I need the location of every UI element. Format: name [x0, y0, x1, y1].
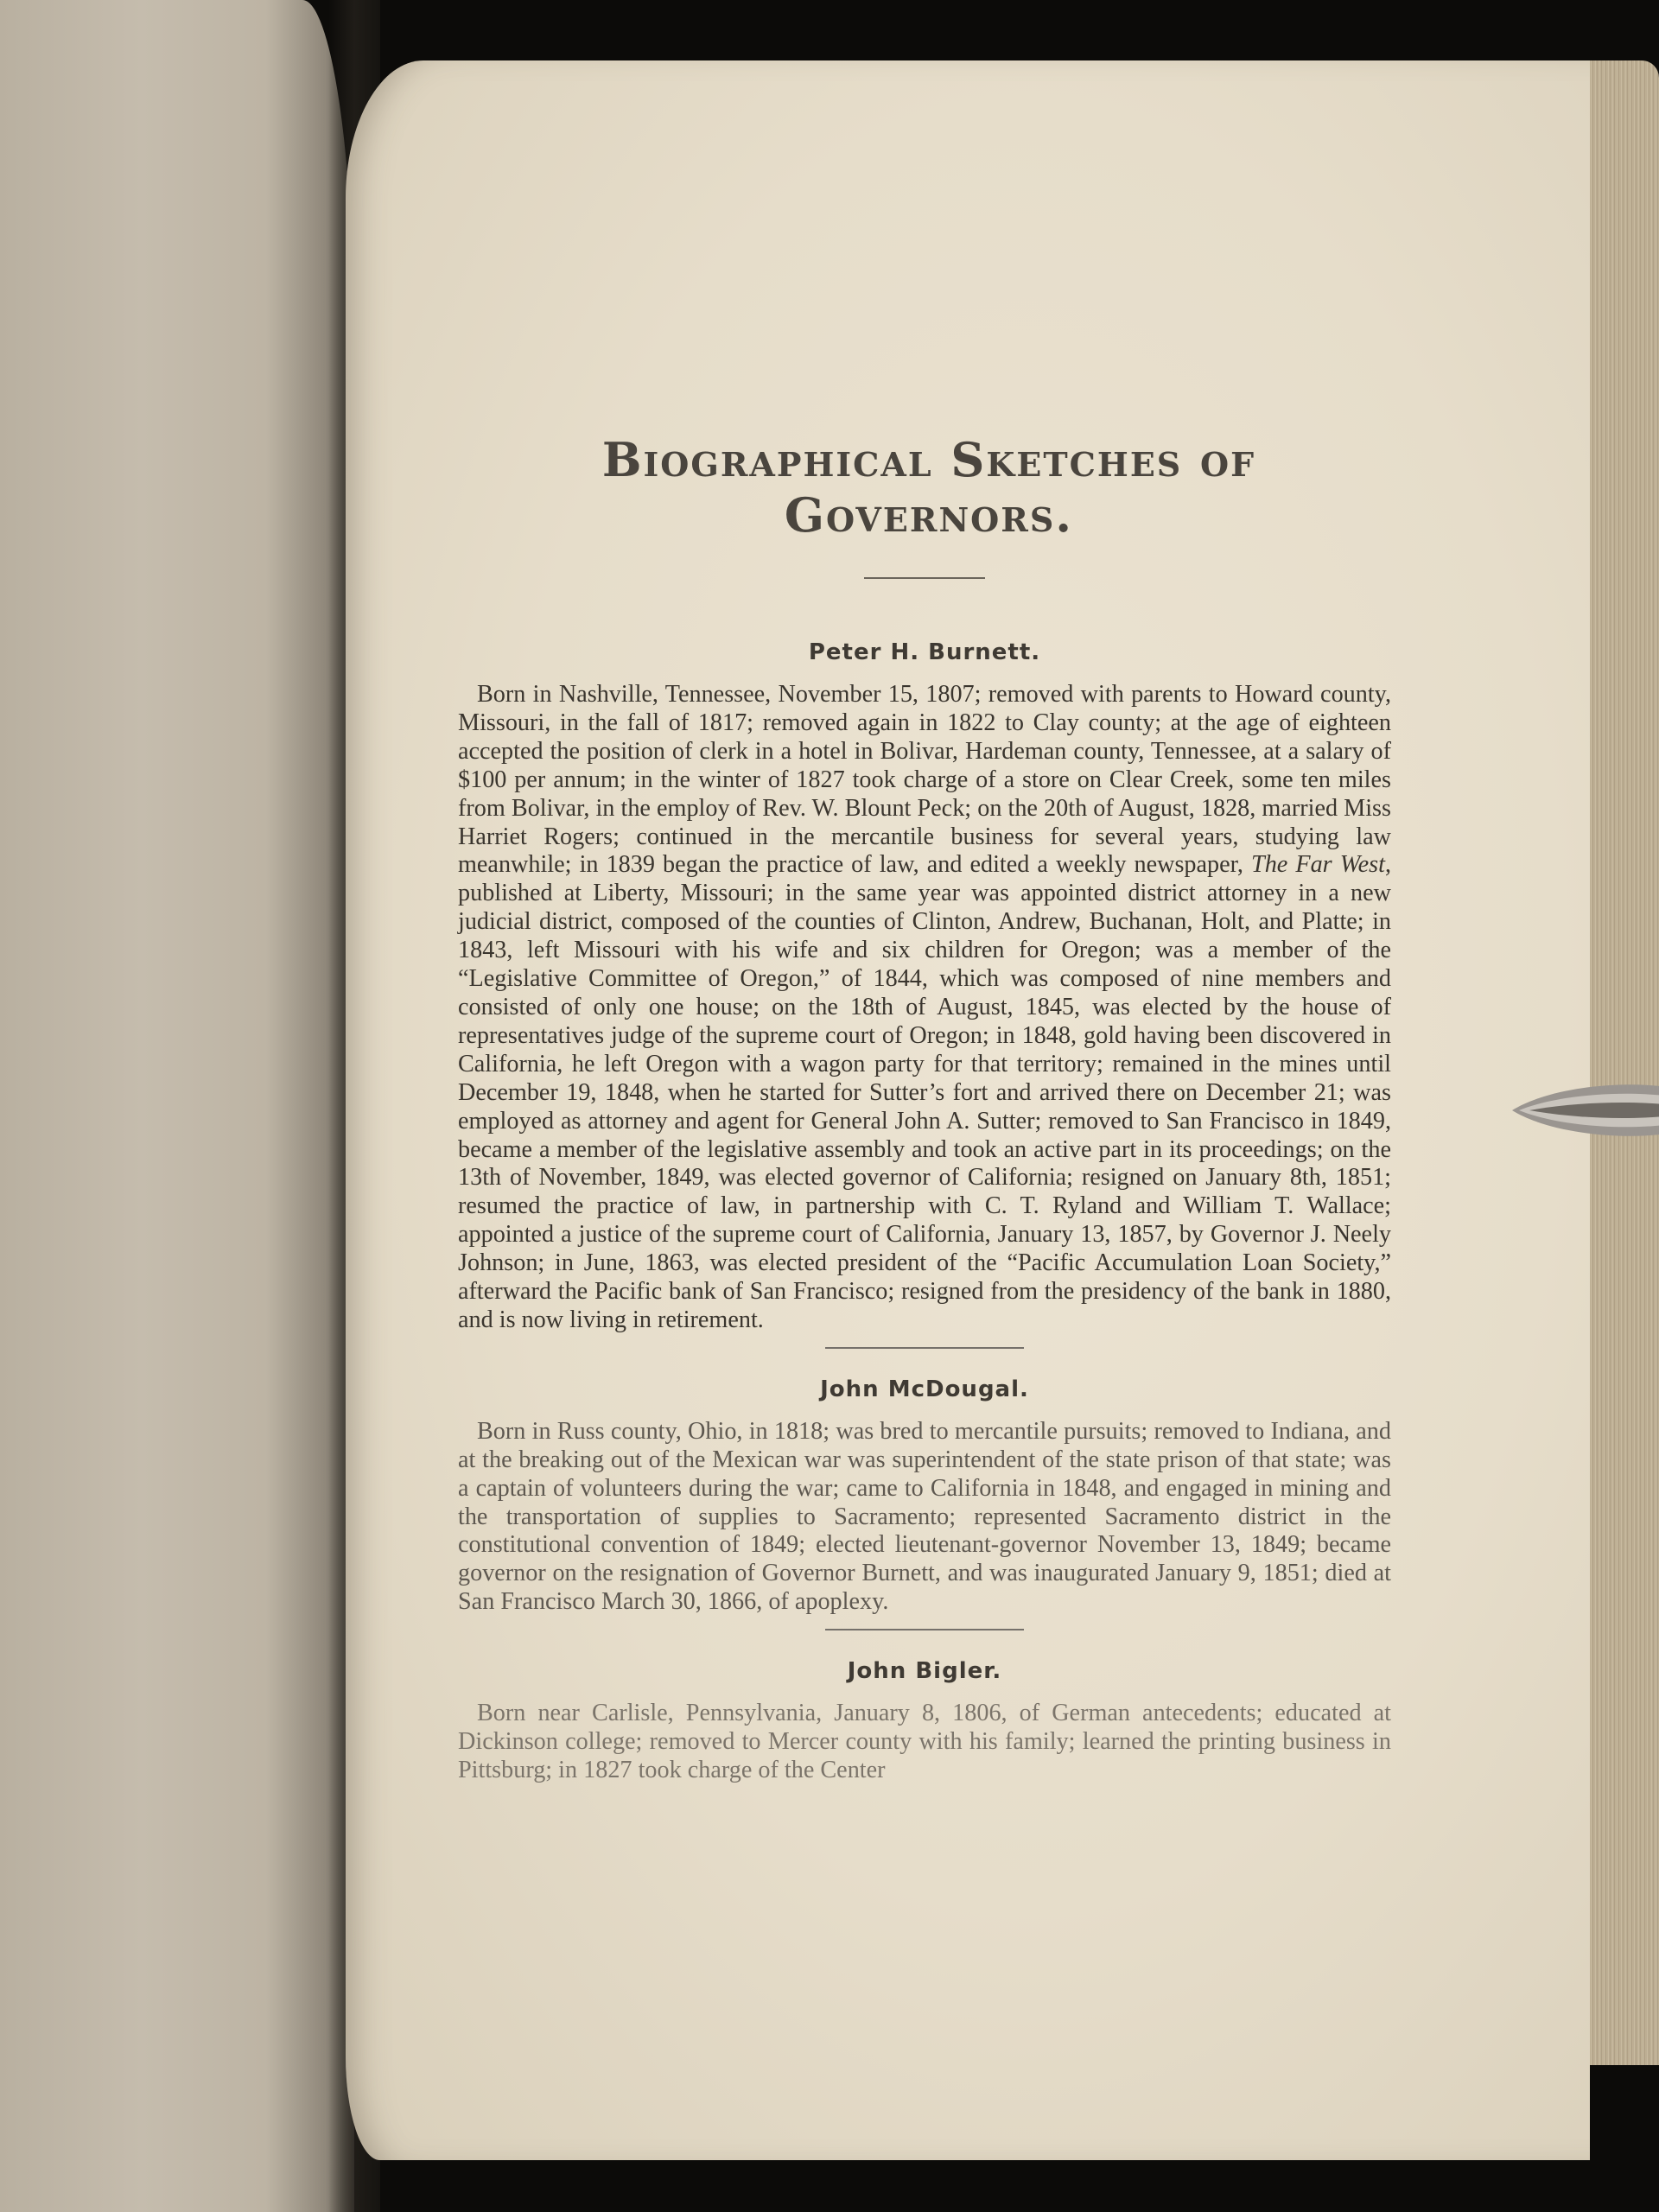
section-bigler [458, 1658, 1391, 1785]
section-heading: John McDougal. [820, 1376, 1029, 1402]
section-mcdougal [458, 1376, 1391, 1617]
section-divider [825, 1347, 1024, 1349]
newspaper-title: The Far West [1251, 851, 1385, 879]
page-title: Biographical Sketches of Governors. [601, 432, 1256, 543]
left-page [0, 0, 354, 2212]
section-body: Born near Carlisle, Pennsylvania, January 8, 1806, of German antecedents; educated at Dickinson college; removed to Mercer county with his family; learned the printing business in Pittsburg; in 1827 took charge of the Center [458, 1700, 1391, 1783]
section-divider [825, 1629, 1024, 1630]
section-body: Born in Russ county, Ohio, in 1818; was bred to mercantile pursuits; removed to Indiana, and at the breaking out of the Mexican war was superintendent of the state prison of that state; was a captain of volunteers during the war; came to California in 1848, and engaged in mining and the transportation of supplies to Sacramento; represented Sacramento district in the constitutional convention of 1849; elected lieutenant-governor November 13, 1849; became governor on the resignation of Governor Burnett, and was inaugurated January 9, 1851; died at San Francisco March 30, 1866, of apoplexy. [458, 1417, 1391, 1616]
body-text: Born in Nashville, Tennessee, November 15, 1807; removed with parents to Howard county, Missouri, in the fall of 1817; removed again in 1822 to Clay county; at the age of eighteen accepted the position of clerk in a hotel in Bolivar, Hardeman county, Tennessee, at a salary of $100 per annum; in the winter of 1827 took charge of a store on Clear Creek, some ten miles from Bolivar, in the employ of Rev. W. Blount Peck; on the 20th of August, 1828, married Miss Harriet Rogers; continued in the mercantile business for several years, studying law meanwhile; in 1839 began the practice of law, and edited a weekly newspaper, [458, 681, 1391, 879]
page-clip-icon [1512, 1071, 1659, 1149]
title-divider [864, 577, 985, 579]
section-heading: Peter H. Burnett. [808, 639, 1041, 665]
section-heading: John Bigler. [847, 1658, 1002, 1685]
page-content [458, 432, 1391, 1785]
body-text: , published at Liberty, Missouri; in the same year was appointed district attorney in a new judicial district, composed of the counties of Clinton, Andrew, Buchanan, Holt, and Platte; in 1843, left Missouri with his wife and six children for Oregon; was a member of the “Legislative Committee of Oregon,” of 1844, which was composed of nine members and consisted of only one house; on the 18th of August, 1845, was elected by the house of representatives judge of the supreme court of Oregon; in 1848, gold having been discovered in California, he left Oregon with a wagon party for that territory; remained in the mines until December 19, 1848, when he started for Sutter’s fort and arrived there on December 21; was employed as attorney and agent for General John A. Sutter; removed to San Francisco in 1849, became a member of the legislative assembly and took an active part in its proceedings; on the 13th of November, 1849, was elected governor of California; resigned on January 8th, 1851; resumed the practice of law, in partnership with C. T. Ryland and William T. Wallace; appointed a justice of the supreme court of California, January 13, 1857, by Governor J. Neely Johnson; in June, 1863, was elected president of the “Pacific Accumulation Loan Society,” afterward the Pacific bank of San Francisco; resigned from the presidency of the bank in 1880, and is now living in retirement. [458, 851, 1391, 1333]
section-body [458, 681, 1391, 1335]
page-edges [1581, 60, 1659, 2065]
section-burnett [458, 639, 1391, 1335]
